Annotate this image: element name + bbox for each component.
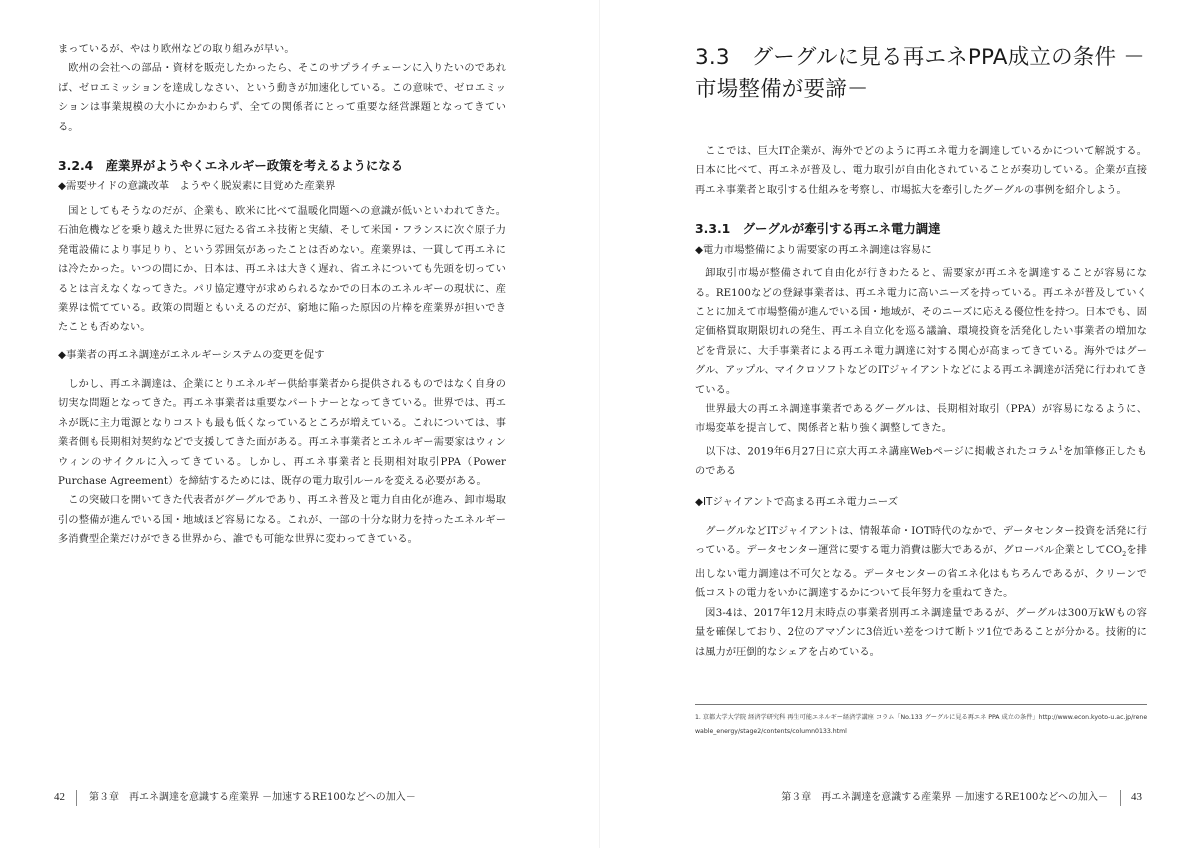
paragraph: 以下は、2019年6月27日に京大再エネ講座Webページに掲載されたコラム$^1$を加筆修正したものである <box>695 444 1147 477</box>
section-heading-3-3-1: 3.3.1 グーグルが牽引する再エネ電力調達 <box>695 221 941 237</box>
footer-divider <box>1120 790 1121 806</box>
paragraph: 欧州の会社への部品・資材を販売したかったら、そこのサプライチェーンに入りたいのであれば、ゼロエミッションを達成しなさい、という動きが加速化している。この意味で、ゼロエミッションは事業規模の大小にかかわらず、全ての関係者にとって重要な経営課題となってきている。 <box>58 63 506 133</box>
bullet-heading: ◆需要サイドの意識改革 ようやく脱炭素に目覚めた産業界 <box>58 180 336 193</box>
paragraph: まっているが、やはり欧州などの取り組みが早い。 <box>58 44 295 55</box>
paragraph: ここでは、巨大IT企業が、海外でどのように再エネ電力を調達しているかについて解説する。日本に比べて、再エネが普及し、電力取引が自由化されていることが奏功している。企業が直接再エネ事業者と取引する仕組みを考察し、市場拡大を牽引したグーグルの事例を紹介しよう。 <box>695 146 1147 196</box>
running-head: 第３章 再エネ調達を意識する産業界 －加速するRE100などへの加入－ <box>89 792 416 803</box>
bullet-heading: ◆ITジャイアントで高まる再エネ電力ニーズ <box>695 496 898 509</box>
paragraph: 卸取引市場が整備されて自由化が行きわたると、需要家が再エネを調達することが容易になる。RE100などの登録事業者は、再エネ電力に高いニーズを持っている。再エネが普及していくことに加えて市場整備が進んでいる国・地域が、そのニーズに応える優位性を持つ。日本でも、固定価格買取期限切れの発生、再エネ自立化を巡る議論、環境投資を活発化したい事業者の増加などを背景に、大手事業者による再エネ電力調達に対する関心が高まってきている。海外ではグーグル、アップル、マイクロソフトなどのITジャイアントなどによる再エネ調達が活発に行われてきている。 <box>695 268 1147 396</box>
footnote-ref: 1 <box>1058 444 1063 452</box>
running-head: 第３章 再エネ調達を意識する産業界 －加速するRE100などへの加入－ <box>781 792 1108 803</box>
right-page <box>600 0 1200 848</box>
footnote-rule <box>695 704 1147 705</box>
page-number: 42 <box>54 791 65 803</box>
subscript: 2 <box>1122 550 1127 559</box>
paragraph: 図3-4は、2017年12月末時点の事業者別再エネ調達量であるが、グーグルは300万kWもの容量を確保しており、2位のアマゾンに3倍近い差をつけて断トツ1位であることが分かる。技術的には風力が圧倒的なシェアを占めている。 <box>695 607 1147 658</box>
right-column <box>695 42 1147 662</box>
section-title-line-2: 市場整備が要諦－ <box>695 77 869 102</box>
bullet-heading: ◆事業者の再エネ調達がエネルギーシステムの変更を促す <box>58 348 325 361</box>
footnote: 1. 京都大学大学院 経済学研究科 再生可能エネルギー経済学講座 コラム「No.133 グーグルに見る再エネ PPA 成立の条件」http://www.econ.kyoto-u.ac.jp/renewable_energy/stage2/contents/column0133.html <box>695 714 1148 735</box>
page-number: 43 <box>1131 791 1142 803</box>
footer-divider <box>76 790 77 806</box>
section-title <box>695 42 1147 106</box>
paragraph: 世界最大の再エネ調達事業者であるグーグルは、長期相対取引（PPA）が容易になるように、市場変革を提言して、関係者と粘り強く調整してきた。 <box>695 404 1147 435</box>
page-footer <box>54 788 416 806</box>
bullet-heading: ◆電力市場整備により需要家の再エネ調達は容易に <box>695 244 932 257</box>
paragraph: この突破口を開いてきた代表者がグーグルであり、再エネ普及と電力自由化が進み、卸市場取引の整備が進んでいる国・地域ほど容易になる。これが、一部の十分な財力を持ったエネルギー多消費型企業だけができる世界から、誰でも可能な世界に変わってきている。 <box>58 495 506 546</box>
page-footer <box>781 788 1142 806</box>
paragraph: しかし、再エネ調達は、企業にとりエネルギー供給事業者から提供されるものではなく自身の切実な問題となってきた。再エネ事業者は重要なパートナーとなってきている。世界では、再エネが既に主力電源となりコストも最も低くなっているところが増えている。これについては、事業者側も長期相対契約などで支援してきた面がある。再エネ事業者とエネルギー需要家はウィンウィンのサイクルに入ってきている。しかし、再エネ事業者と長期相対取引PPA（Power Purchase Agreement）を締結するためには、既存の電力取引ルールを変える必要がある。 <box>58 378 506 487</box>
section-title-line-1: 3.3 グーグルに見る再エネPPA成立の条件 － <box>695 45 1145 70</box>
left-column <box>58 40 506 550</box>
paragraph: 国としてもそうなのだが、企業も、欧米に比べて温暖化問題への意識が低いといわれてきた。石油危機などを乗り越えた世界に冠たる省エネ技術と実績、そして米国・フランスに次ぐ原子力発電設備により事足りり、という雰囲気があったことは否めない。産業界は、一貫して再エネには冷たかった。いつの間にか、日本は、再エネは大きく遅れ、省エネについても先頭を切っているとは言えなくなってきた。パリ協定遵守が求められるなかでの日本のエネルギーの現状に、産業界は慌てている。政策の問題ともいえるのだが、窮地に陥った原因の片棒を産業界が担いできたことも否めない。 <box>58 206 506 334</box>
paragraph: グーグルなどITジャイアントは、情報革命・IOT時代のなかで、データセンター投資を活発に行っている。データセンター運営に要する電力消費は膨大であるが、グローバル企業として$CO_2$を排出しない電力調達は不可欠となる。データセンターの省エネ化はもちろんであるが、クリーンで低コストの電力をいかに調達するかについて長年努力を重ねてきた。 <box>695 526 1147 600</box>
section-heading-3-2-4: 3.2.4 産業界がようやくエネルギー政策を考えるようになる <box>58 158 404 174</box>
